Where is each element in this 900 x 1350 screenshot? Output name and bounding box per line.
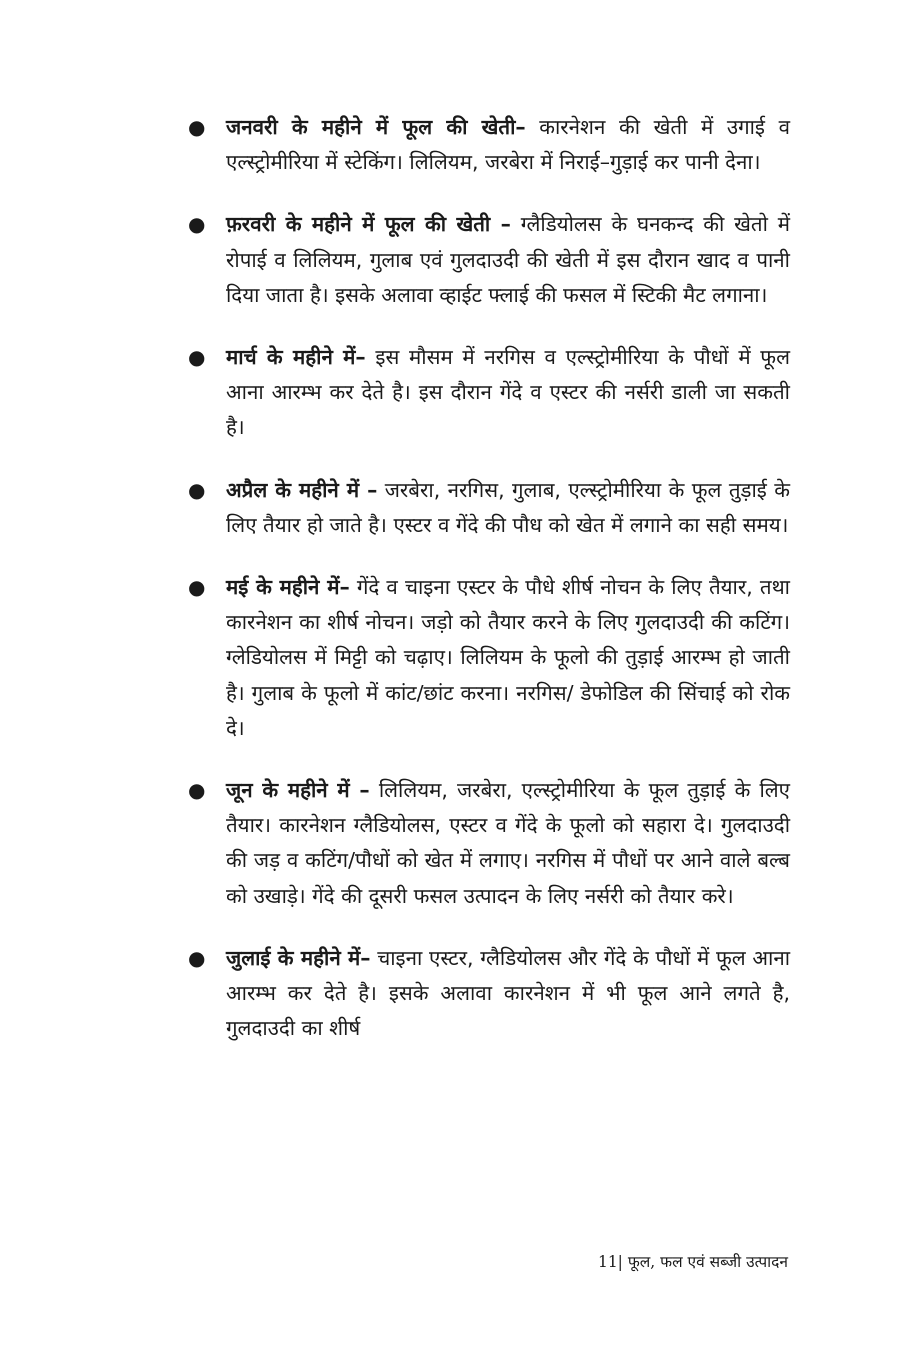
list-item-july (188, 941, 790, 1047)
bullet-icon: ● (188, 345, 206, 370)
bullet-icon: ● (188, 115, 206, 139)
list-item-april (188, 473, 790, 543)
item-text: जरबेरा, नरगिस, गुलाब, एल्स्ट्रोमीरिया के फूल तुड़ाई के लिए तैयार हो जाते है। एस्टर व गेंदे की पौध को खेत में लगाने का सही समय। (226, 477, 790, 537)
bullet-icon: ● (188, 477, 206, 502)
page-footer: 11| फूल, फल एवं सब्जी उत्पादन (597, 1253, 788, 1271)
item-text: ग्लैडियोलस के घनकन्द की खेतो में रोपाई व लिलियम, गुलाब एवं गुलदाउदी की खेती में इस दौरान खाद व पानी दिया जाता है। इसके अलावा व्हाईट फ्लाई की फसल में स्टिकी मैट लगाना। (226, 212, 790, 307)
bullet-icon: ● (188, 575, 206, 600)
item-text: इस मौसम में नरगिस व एल्स्ट्रोमीरिया के पौधों में फूल आना आरम्भ कर देते है। इस दौरान गेंदे व एस्टर की नर्सरी डाली जा सकती है। (226, 345, 790, 440)
bullet-icon: ● (188, 212, 206, 237)
item-text: लिलियम, जरबेरा, एल्स्ट्रोमीरिया के फूल तुड़ाई के लिए तैयार। कारनेशन ग्लैडियोलस, एस्टर व गेंदे के फूलो को सहारा दे। गुलदाउदी की जड़ व कटिंग/पौधों को खेत में लगाए। नरगिस में पौधों पर आने वाले बल्ब को उखाड़े। गेंदे की दूसरी फसल उत्पादन के लिए नर्सरी को तैयार करे। (226, 778, 790, 908)
item-heading: मार्च के महीने में– (226, 345, 366, 370)
bullet-icon: ● (188, 778, 206, 803)
item-heading: जनवरी के महीने में फूल की खेती– (226, 115, 526, 139)
item-heading: जुलाई के महीने में– (226, 945, 371, 970)
item-text: कारनेशन की खेती में उगाई व एल्स्ट्रोमीरिया में स्टेकिंग। लिलियम, जरबेरा में निराई–गुड़ाई कर पानी देना। (226, 115, 790, 175)
list-item-january (188, 110, 790, 180)
item-heading: जून के महीने में – (226, 778, 370, 803)
item-heading: अप्रैल के महीने में – (226, 477, 378, 502)
item-text: गेंदे व चाइना एस्टर के पौधे शीर्ष नोचन के लिए तैयार, तथा कारनेशन का शीर्ष नोचन। जड़ो को तैयार करने के लिए गुलदाउदी की कटिंग। ग्लेडियोलस में मिट्टी को चढ़ाए। लिलियम के फूलो की तुड़ाई आरम्भ हो जाती है। गुलाब के फूलो में कांट/छांट करना। नरगिस/ डेफोडिल की सिंचाई को रोक दे। (226, 575, 790, 740)
item-heading: मई के महीने में– (226, 575, 350, 600)
bullet-icon: ● (188, 945, 206, 970)
monthly-flower-farming-list (188, 110, 790, 1073)
item-heading: फ़रवरी के महीने में फूल की खेती – (226, 212, 511, 237)
list-item-may (188, 570, 790, 746)
list-item-june (188, 773, 790, 914)
list-item-february (188, 207, 790, 313)
item-text: चाइना एस्टर, ग्लैडियोलस और गेंदे के पौधों में फूल आना आरम्भ कर देते है। इसके अलावा कारनेशन में भी फूल आने लगते है, गुलदाउदी का शीर्ष (226, 945, 791, 1041)
list-item-march (188, 340, 790, 446)
